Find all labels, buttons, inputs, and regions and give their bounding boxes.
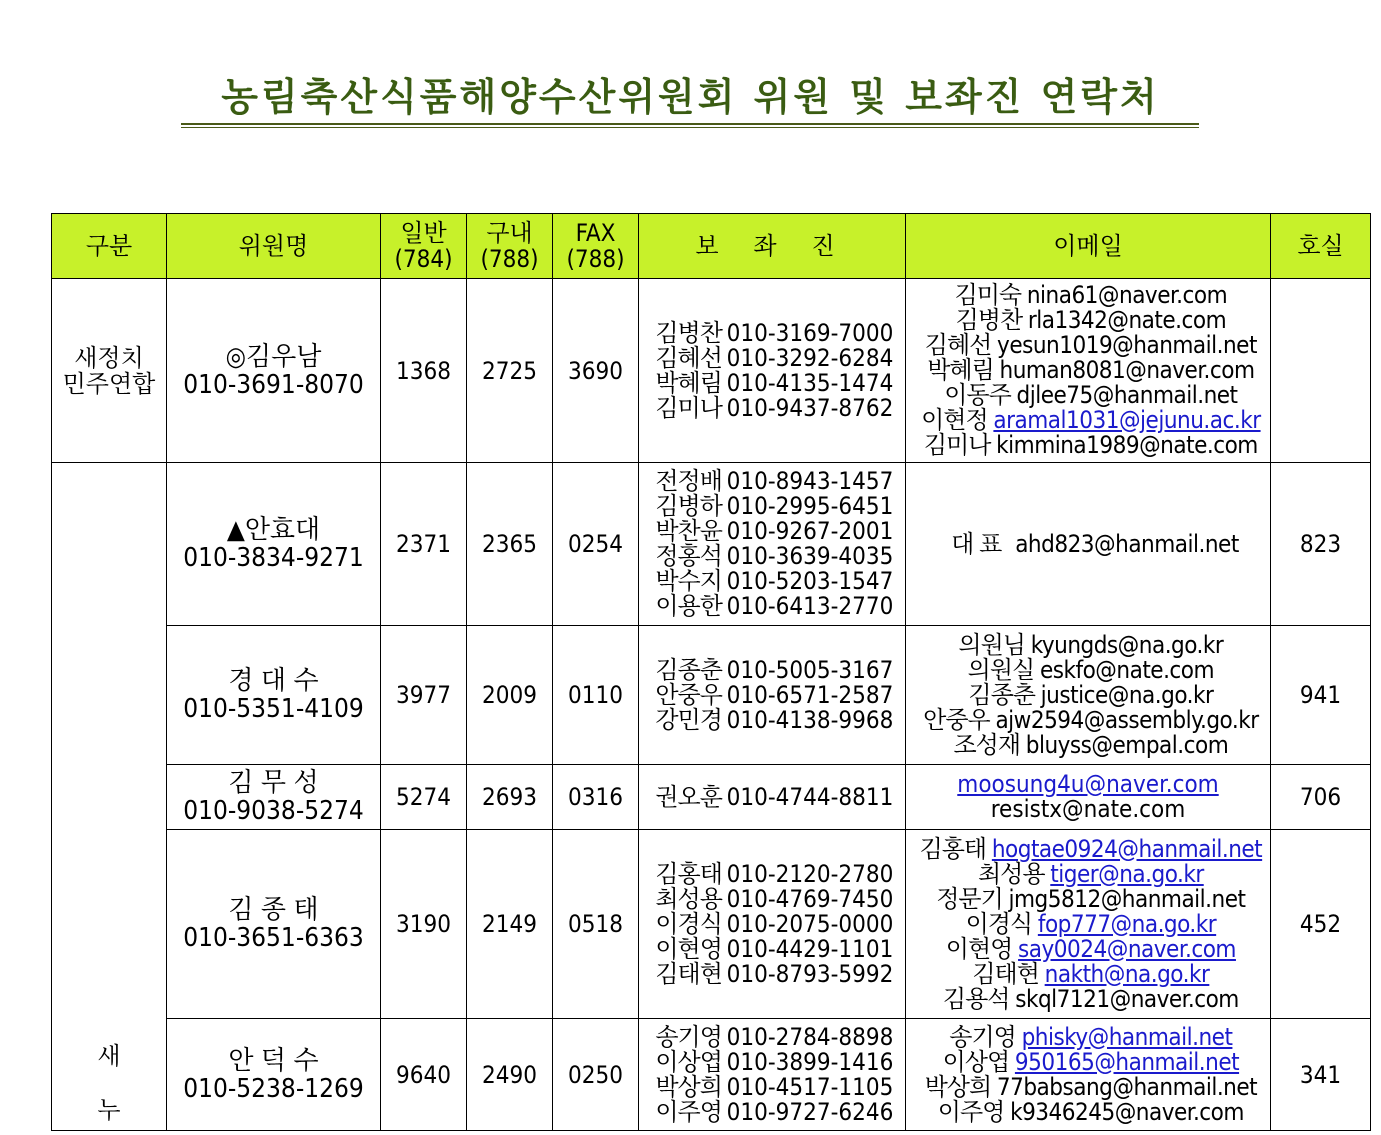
aide-name: 권오훈	[655, 782, 722, 811]
aide-phone: 010-2784-8898	[726, 1022, 894, 1051]
email-entry	[906, 630, 1270, 659]
email-entry	[906, 333, 1270, 358]
email-entry	[906, 884, 1270, 913]
email-cell	[906, 626, 1271, 765]
email-entry	[906, 934, 1270, 963]
email-link[interactable]: hogtae0924@hanmail.net	[991, 834, 1263, 863]
aide-phone: 010-9727-6246	[726, 1097, 894, 1126]
email-owner: 박혜림	[927, 356, 994, 384]
general-number: 1368	[381, 279, 467, 463]
general-number: 5274	[381, 765, 467, 830]
aide-phone: 010-9267-2001	[726, 517, 894, 545]
aide-entry	[639, 318, 905, 347]
aide-phone: 010-3639-4035	[726, 542, 894, 570]
email-address: rla1342@nate.com	[1027, 306, 1227, 334]
member-cell	[167, 765, 381, 830]
room-number: 823	[1271, 463, 1371, 626]
header-room: 호실	[1271, 214, 1371, 279]
general-number: 3977	[381, 626, 467, 765]
general-number: 9640	[381, 1019, 467, 1131]
aide-name: 김병찬	[655, 318, 722, 347]
member-phone: 010-5351-4109	[183, 694, 364, 724]
table-row	[52, 765, 1371, 830]
aide-phone: 010-3899-1416	[726, 1047, 894, 1076]
header-email: 이메일	[906, 214, 1271, 279]
email-entry	[906, 308, 1270, 333]
internal-number: 2149	[467, 830, 553, 1019]
party-line: 새	[97, 1042, 121, 1070]
aide-phone: 010-6571-2587	[726, 680, 894, 709]
aides-cell	[639, 1019, 906, 1131]
email-owner: 대 표	[951, 529, 1002, 558]
member-phone: 010-5238-1269	[183, 1073, 364, 1104]
email-address: djlee75@hanmail.net	[1016, 381, 1238, 409]
aide-entry	[639, 1022, 905, 1051]
aide-entry	[639, 655, 905, 684]
aide-name: 박혜림	[655, 368, 722, 397]
fax-number: 0518	[553, 830, 639, 1019]
email-owner: 김미숙	[954, 281, 1022, 309]
member-phone: 010-3691-8070	[183, 369, 364, 400]
member-name: ▲안효대	[226, 515, 321, 545]
aide-name: 강민경	[655, 705, 722, 734]
aide-phone: 010-2995-6451	[726, 492, 894, 520]
email-address: human8081@naver.com	[999, 356, 1255, 384]
aide-phone: 010-2075-0000	[726, 909, 894, 938]
email-entry	[906, 834, 1270, 863]
email-entry	[906, 433, 1270, 458]
aide-phone: 010-4769-7450	[726, 884, 894, 913]
aides-cell	[639, 626, 906, 765]
member-name: 안 덕 수	[228, 1045, 319, 1076]
title-underline-secondary	[181, 127, 1199, 128]
member-phone: 010-3834-9271	[183, 543, 364, 573]
header-member: 위원명	[167, 214, 381, 279]
aide-name: 송기영	[655, 1022, 722, 1051]
email-entry	[906, 655, 1270, 684]
aide-phone: 010-4429-1101	[726, 934, 894, 963]
table-row	[52, 830, 1371, 1019]
internal-number: 2365	[467, 463, 553, 626]
email-owner: 김태현	[972, 959, 1039, 988]
aide-name: 김병하	[655, 492, 722, 520]
member-cell	[167, 626, 381, 765]
email-link[interactable]: fop777@na.go.kr	[1037, 909, 1217, 938]
member-cell	[167, 830, 381, 1019]
email-address: kimmina1989@nate.com	[996, 431, 1258, 459]
email-address: ajw2594@assembly.go.kr	[995, 705, 1259, 734]
aide-entry	[639, 1047, 905, 1076]
table-row	[52, 1019, 1371, 1131]
member-cell	[167, 1019, 381, 1131]
room-number: 341	[1271, 1019, 1371, 1131]
aide-name: 안중우	[655, 680, 722, 709]
aides-cell	[639, 830, 906, 1019]
aides-cell	[639, 279, 906, 463]
internal-number: 2725	[467, 279, 553, 463]
email-owner: 이상엽	[942, 1047, 1010, 1076]
aide-name: 이주영	[655, 1097, 722, 1126]
email-entry	[906, 283, 1270, 308]
aide-entry	[639, 782, 905, 811]
email-link[interactable]: aramal1031@jejunu.ac.kr	[993, 406, 1261, 434]
email-link[interactable]: moosung4u@naver.com	[957, 770, 1219, 798]
aide-entry	[639, 1097, 905, 1126]
aide-entry	[639, 884, 905, 913]
aide-name: 박찬윤	[655, 517, 722, 545]
email-entry	[906, 358, 1270, 383]
aide-phone: 010-4138-9968	[726, 705, 894, 734]
email-entry	[906, 1047, 1270, 1076]
aide-phone: 010-9437-8762	[726, 393, 894, 422]
aide-phone: 010-8943-1457	[726, 467, 894, 495]
aide-entry	[639, 959, 905, 988]
email-owner: 박상희	[924, 1072, 992, 1101]
email-address: bluyss@empal.com	[1025, 730, 1229, 759]
email-owner: 의원님	[958, 630, 1025, 659]
general-number: 2371	[381, 463, 467, 626]
aide-entry	[639, 519, 905, 544]
member-name: 김 종 태	[228, 895, 319, 925]
member-phone: 010-3651-6363	[183, 923, 364, 953]
email-address: k9346245@naver.com	[1010, 1097, 1244, 1126]
email-address: skql7121@naver.com	[1015, 984, 1239, 1013]
email-cell	[906, 463, 1271, 626]
aide-name: 김미나	[655, 393, 722, 422]
aide-name: 이경식	[655, 909, 722, 938]
fax-number: 0254	[553, 463, 639, 626]
aide-phone: 010-3292-6284	[726, 343, 894, 372]
aide-entry	[639, 469, 905, 494]
email-entry	[906, 408, 1270, 433]
email-owner: 이동주	[944, 381, 1011, 409]
party-line: 새정치	[74, 343, 144, 372]
member-name: 김 무 성	[228, 768, 319, 798]
internal-number: 2490	[467, 1019, 553, 1131]
email-owner: 이경식	[965, 909, 1033, 938]
aides-cell	[639, 463, 906, 626]
email-address: 77babsang@hanmail.net	[996, 1072, 1258, 1101]
aide-entry	[639, 343, 905, 372]
aide-entry	[639, 494, 905, 519]
header-fax-line1: FAX	[575, 219, 616, 247]
party-cell	[52, 279, 167, 463]
member-name: ◎김우남	[225, 341, 322, 372]
email-owner: 김병찬	[955, 306, 1023, 334]
room-number: 706	[1271, 765, 1371, 830]
aide-entry	[639, 934, 905, 963]
email-entry	[906, 1022, 1270, 1051]
header-category: 구분	[52, 214, 167, 279]
email-entry	[906, 705, 1270, 734]
member-cell	[167, 279, 381, 463]
email-entry	[906, 859, 1270, 888]
fax-number: 0110	[553, 626, 639, 765]
header-general	[381, 214, 467, 279]
header-internal	[467, 214, 553, 279]
email-owner: 김용석	[942, 984, 1010, 1013]
aide-phone: 010-8793-5992	[726, 959, 894, 988]
header-general-line1: 일반	[400, 219, 447, 247]
fax-number: 0316	[553, 765, 639, 830]
email-cell	[906, 279, 1271, 463]
email-entry	[906, 383, 1270, 408]
header-internal-line1: 구내	[486, 219, 533, 247]
aide-entry	[639, 705, 905, 734]
email-entry	[906, 730, 1270, 759]
email-owner: 송기영	[949, 1022, 1016, 1051]
aide-phone: 010-5203-1547	[726, 567, 894, 595]
contacts-table	[51, 213, 1371, 1131]
email-owner: 최성용	[978, 859, 1045, 888]
aide-phone: 010-3169-7000	[726, 318, 894, 347]
email-owner: 김종춘	[968, 680, 1035, 709]
aides-cell	[639, 765, 906, 830]
email-cell	[906, 1019, 1271, 1131]
email-cell	[906, 830, 1271, 1019]
header-row	[52, 214, 1371, 279]
aide-entry	[639, 368, 905, 397]
aide-name: 최성용	[655, 884, 722, 913]
email-address: justice@na.go.kr	[1040, 680, 1214, 709]
fax-number: 0250	[553, 1019, 639, 1131]
room-number: 452	[1271, 830, 1371, 1019]
aide-entry	[639, 859, 905, 888]
email-link[interactable]: tiger@na.go.kr	[1050, 859, 1204, 888]
table-row	[52, 626, 1371, 765]
aide-name: 정홍석	[655, 542, 722, 570]
aide-entry	[639, 680, 905, 709]
email-owner: 조성재	[953, 730, 1021, 759]
email-owner: 김홍태	[919, 834, 987, 863]
title-underline	[181, 123, 1199, 125]
email-entry	[906, 909, 1270, 938]
member-phone: 010-9038-5274	[183, 796, 364, 826]
aide-entry	[639, 594, 905, 619]
email-entry	[906, 984, 1270, 1013]
aide-name: 김홍태	[655, 859, 722, 888]
email-owner: 정문기	[936, 884, 1003, 913]
email-address: jmg5812@hanmail.net	[1008, 884, 1246, 913]
header-internal-line2: (788)	[480, 245, 539, 273]
header-fax	[553, 214, 639, 279]
email-address: resistx@nate.com	[990, 795, 1186, 823]
party-line: 누	[97, 1096, 121, 1124]
aide-entry	[639, 569, 905, 594]
header-aides: 보 좌 진	[639, 214, 906, 279]
email-owner: 이현영	[945, 934, 1013, 963]
aide-entry	[639, 1072, 905, 1101]
party-cell	[52, 463, 167, 1131]
aide-phone: 010-4744-8811	[726, 782, 894, 811]
aide-name: 이상엽	[655, 1047, 722, 1076]
aide-name: 김혜선	[655, 343, 722, 372]
member-name: 경 대 수	[228, 666, 319, 696]
email-entry	[906, 1072, 1270, 1101]
aide-name: 이현영	[655, 934, 722, 963]
aide-name: 박수지	[655, 567, 722, 595]
email-address: yesun1019@hanmail.net	[997, 331, 1257, 359]
email-entry	[906, 529, 1270, 558]
aide-name: 이용한	[655, 592, 722, 620]
email-address: kyungds@na.go.kr	[1030, 630, 1224, 659]
aide-phone: 010-4135-1474	[726, 368, 894, 397]
email-cell	[906, 765, 1271, 830]
email-address: eskfo@nate.com	[1039, 655, 1215, 684]
email-address: nina61@naver.com	[1026, 281, 1228, 309]
page-title: 농림축산식품해양수산위원회 위원 및 보좌진 연락처	[221, 75, 1160, 119]
aide-entry	[639, 909, 905, 938]
aide-name: 김태현	[655, 959, 722, 988]
email-owner: 안중우	[923, 705, 990, 734]
header-general-line2: (784)	[394, 245, 453, 273]
email-owner: 이주영	[937, 1097, 1005, 1126]
email-owner: 의원실	[967, 655, 1035, 684]
aide-entry	[639, 393, 905, 422]
email-entry	[906, 959, 1270, 988]
internal-number: 2693	[467, 765, 553, 830]
aide-entry	[639, 544, 905, 569]
email-entry	[906, 1097, 1270, 1126]
aide-name: 박상희	[655, 1072, 722, 1101]
table-row	[52, 279, 1371, 463]
aide-phone: 010-6413-2770	[726, 592, 894, 620]
email-link[interactable]: 950165@hanmail.net	[1014, 1047, 1240, 1076]
table-row	[52, 463, 1371, 626]
member-cell	[167, 463, 381, 626]
party-line: 민주연합	[62, 369, 156, 398]
header-fax-line2: (788)	[566, 245, 625, 273]
email-link[interactable]: phisky@hanmail.net	[1021, 1022, 1233, 1051]
email-link[interactable]: nakth@na.go.kr	[1044, 959, 1210, 988]
aide-name: 전정배	[655, 467, 722, 495]
aide-phone: 010-2120-2780	[726, 859, 894, 888]
aide-name: 김종춘	[655, 655, 722, 684]
email-entry	[906, 680, 1270, 709]
aide-phone: 010-4517-1105	[726, 1072, 894, 1101]
internal-number: 2009	[467, 626, 553, 765]
email-owner: 김혜선	[924, 331, 992, 359]
room-number	[1271, 279, 1371, 463]
email-link[interactable]: say0024@naver.com	[1018, 934, 1236, 963]
email-owner: 이현정	[921, 406, 988, 434]
email-owner: 김미나	[923, 431, 991, 459]
general-number: 3190	[381, 830, 467, 1019]
fax-number: 3690	[553, 279, 639, 463]
email-address: ahd823@hanmail.net	[1015, 529, 1239, 558]
room-number: 941	[1271, 626, 1371, 765]
aide-phone: 010-5005-3167	[726, 655, 894, 684]
